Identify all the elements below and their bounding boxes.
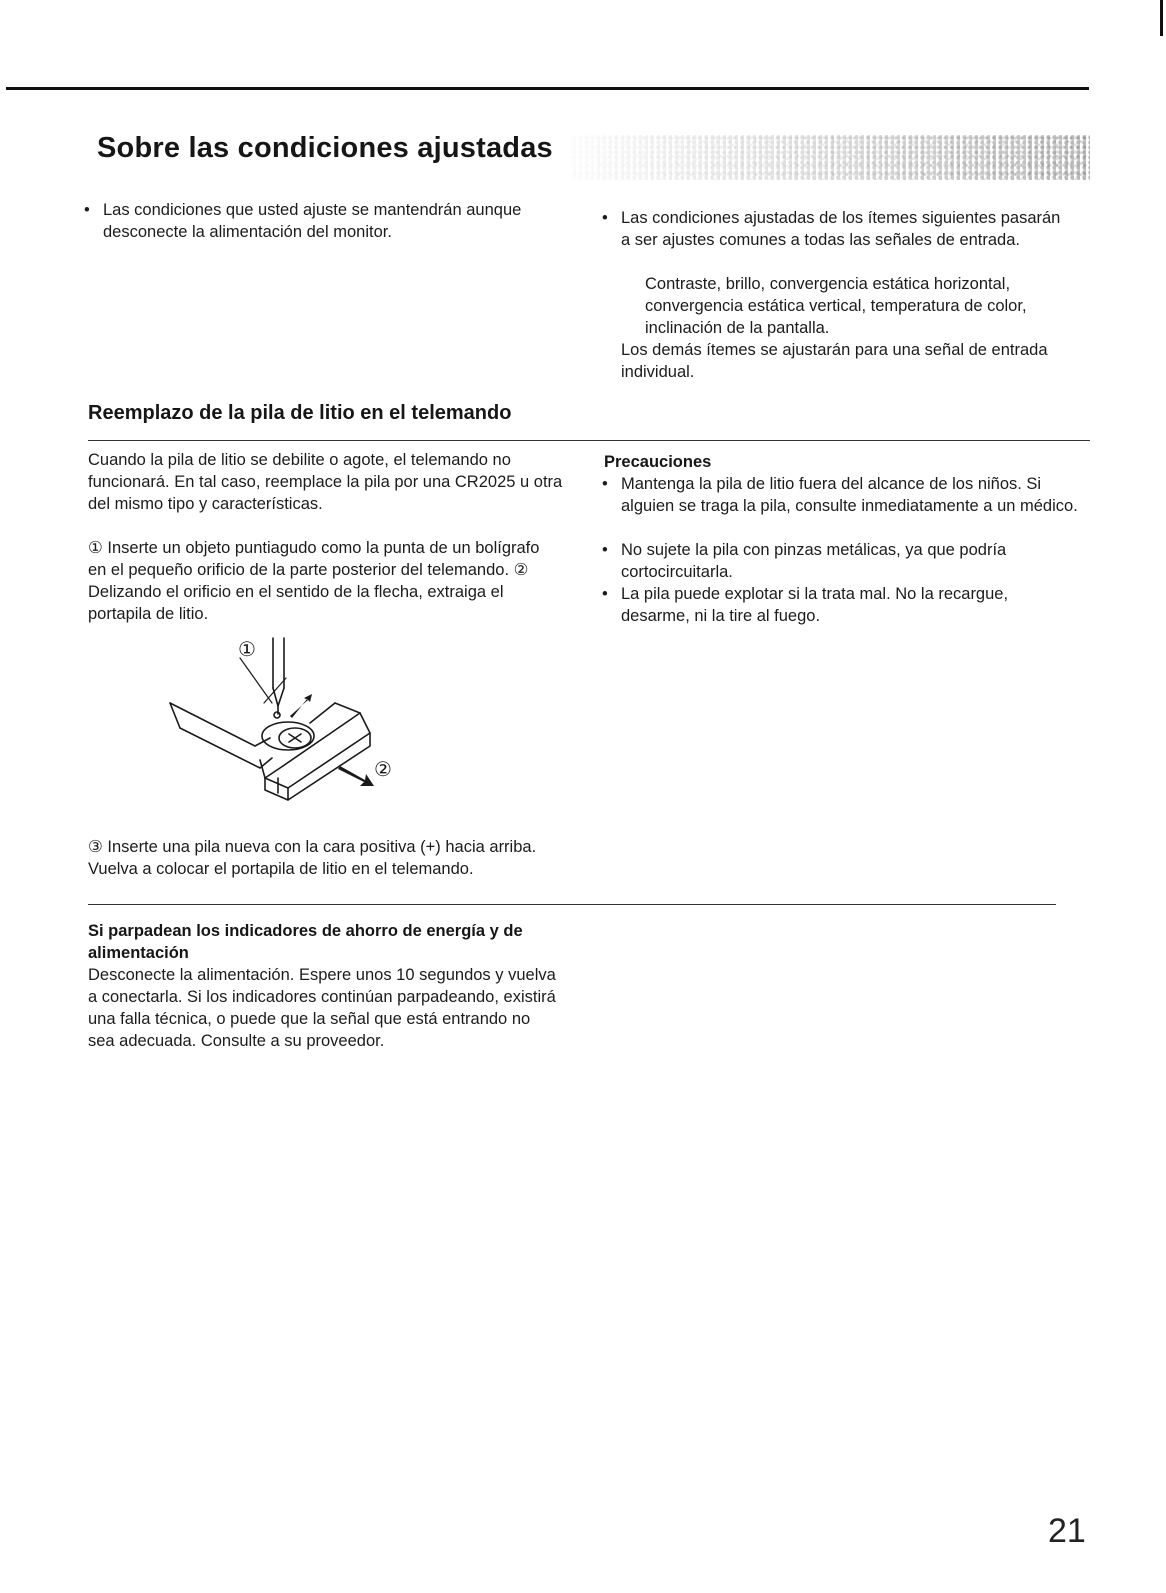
- precautions-heading: Precauciones: [604, 453, 712, 471]
- section-divider: [88, 440, 1090, 441]
- blinking-indicators-body: Desconecte la alimentación. Espere unos 10 segundos y vuelva a conectarla. Si los indicadores continúan parpadeando, existirá una falla técnica, o puede que la señal que está entrando no sea adecuada. Consulte a su proveedor.: [88, 966, 556, 1050]
- step-3-paragraph: ③ Inserte una pila nueva con la cara positiva (+) hacia arriba. Vuelva a colocar el portapila de litio en el telemando.: [88, 838, 537, 878]
- section-title-blinking-indicators: Si parpadean los indicadores de ahorro de energía y de alimentación: [88, 922, 523, 962]
- page-number: 21: [1048, 1512, 1086, 1550]
- bullet-item: [602, 207, 1066, 251]
- bullet-dot: •: [602, 541, 608, 559]
- precaution-text: Mantenga la pila de litio fuera del alcance de los niños. Si alguien se traga la pila, consulte inmediatamente a un médico.: [621, 475, 1078, 515]
- bullet-item: [84, 199, 573, 243]
- battery-intro-paragraph: Cuando la pila de litio se debilite o agote, el telemando no funcionará. En tal caso, reemplace la pila por una CR2025 u otra del mismo tipo y características.: [88, 451, 563, 513]
- precaution-item: [602, 473, 1081, 517]
- bullet-dot: •: [84, 201, 90, 219]
- illustration-label-2: ②: [374, 757, 392, 781]
- bullet-dot: •: [602, 209, 608, 227]
- common-items-list: Contraste, brillo, convergencia estática horizontal, convergencia estática vertical, temperatura de color, inclinación de la pantalla.: [645, 275, 1027, 337]
- top-rule: [6, 87, 1089, 90]
- precaution-item: [602, 539, 1081, 583]
- illustration-label-1: ①: [238, 637, 256, 661]
- individual-items-note: Los demás ítemes se ajustarán para una señal de entrada individual.: [621, 341, 1048, 381]
- section-title-battery-replacement: Reemplazo de la pila de litio en el telemando: [88, 402, 512, 424]
- bullet-dot: •: [602, 585, 608, 603]
- scan-noise: [570, 135, 1090, 180]
- step-1-2-paragraph: ① Inserte un objeto puntiagudo como la punta de un bolígrafo en el pequeño orificio de la parte posterior del telemando. ② Delizando el orificio en el sentido de la flecha, extraiga el portapila de litio.: [88, 539, 540, 623]
- section-divider: [88, 904, 1056, 905]
- precaution-text: No sujete la pila con pinzas metálicas, ya que podría cortocircuitarla.: [621, 541, 1007, 581]
- precaution-item: [602, 583, 1061, 627]
- precaution-text: La pila puede explotar si la trata mal. No la recargue, desarme, ni la tire al fuego.: [621, 585, 1009, 625]
- bullet-text: Las condiciones que usted ajuste se mantendrán aunque desconecte la alimentación del monitor.: [103, 201, 522, 241]
- remote-battery-illustration: [160, 628, 420, 808]
- bullet-dot: •: [602, 475, 608, 493]
- remote-battery-drawing: [160, 628, 420, 808]
- section-title-adjusted-conditions: Sobre las condiciones ajustadas: [97, 132, 553, 164]
- bullet-text: Las condiciones ajustadas de los ítemes siguientes pasarán a ser ajustes comunes a todas las señales de entrada.: [621, 209, 1061, 249]
- edge-mark: [1160, 0, 1163, 36]
